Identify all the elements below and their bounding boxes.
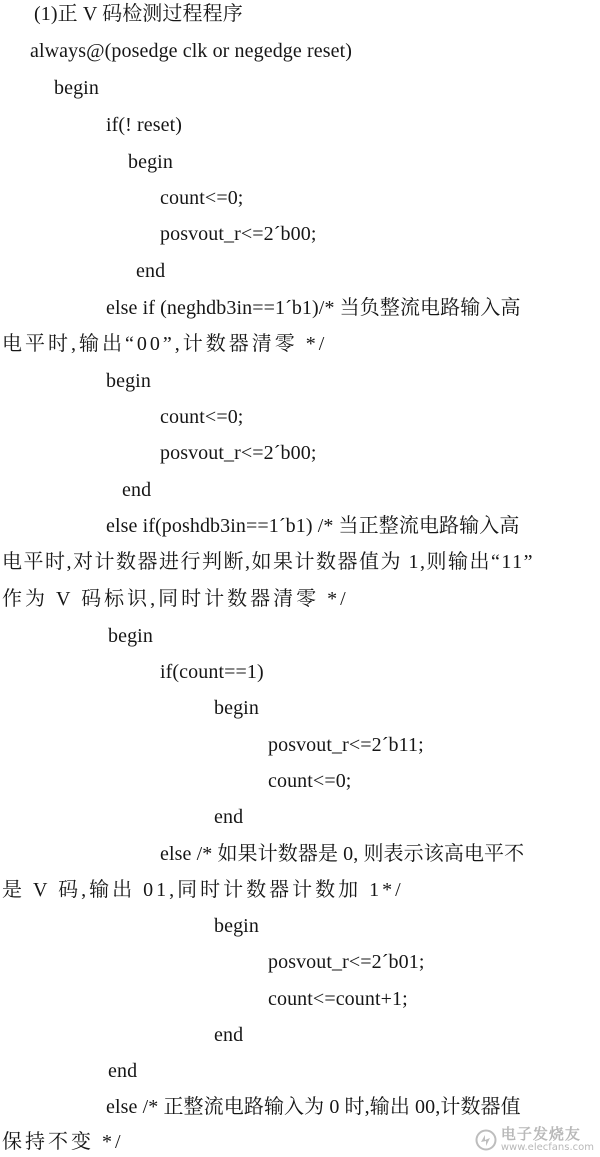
code-line: if(count==1) — [160, 661, 264, 683]
watermark-url: www.elecfans.com — [500, 1142, 594, 1153]
comment-line: 电平时,对计数器进行判断,如果计数器值为 1,则输出“11” — [2, 551, 535, 573]
code-line: posvout_r<=2´b00; — [160, 223, 317, 245]
code-line: begin — [128, 151, 173, 173]
code-line: always@(posedge clk or negedge reset) — [30, 40, 352, 62]
watermark-text — [501, 1126, 594, 1153]
code-line: else /* 如果计数器是 0, 则表示该高电平不 — [160, 843, 525, 865]
code-line: posvout_r<=2´b11; — [268, 734, 424, 756]
code-line: else if (neghdb3in==1´b1)/* 当负整流电路输入高 — [106, 297, 521, 319]
code-line: begin — [108, 625, 153, 647]
comment-line: 保持不变 */ — [2, 1131, 124, 1153]
code-line: count<=0; — [160, 406, 244, 428]
code-line: posvout_r<=2´b01; — [268, 951, 425, 973]
elecfans-logo-icon — [475, 1129, 497, 1151]
code-line: end — [136, 260, 166, 282]
code-line: (1)正 V 码检测过程程序 — [34, 3, 243, 25]
code-line: end — [214, 806, 244, 828]
code-line: end — [122, 479, 152, 501]
code-line: begin — [106, 370, 151, 392]
watermark — [475, 1126, 594, 1153]
watermark-name: 电子发烧友 — [500, 1125, 581, 1143]
code-line: count<=0; — [268, 770, 352, 792]
code-line: count<=count+1; — [268, 988, 408, 1010]
code-line: else /* 正整流电路输入为 0 时,输出 00,计数器值 — [106, 1096, 521, 1118]
comment-line: 作为 V 码标识,同时计数器清零 */ — [2, 588, 349, 610]
comment-line: 电平时,输出“00”,计数器清零 */ — [2, 333, 328, 355]
code-line: begin — [214, 697, 259, 719]
code-line: else if(poshdb3in==1´b1) /* 当正整流电路输入高 — [106, 515, 520, 537]
code-line: end — [108, 1060, 138, 1082]
code-line: count<=0; — [160, 187, 244, 209]
code-line: posvout_r<=2´b00; — [160, 442, 317, 464]
code-line: begin — [214, 915, 259, 937]
comment-line: 是 V 码,输出 01,同时计数器计数加 1*/ — [2, 879, 404, 901]
code-line: end — [214, 1024, 244, 1046]
code-line: if(! reset) — [106, 114, 183, 136]
code-line: begin — [54, 77, 99, 99]
